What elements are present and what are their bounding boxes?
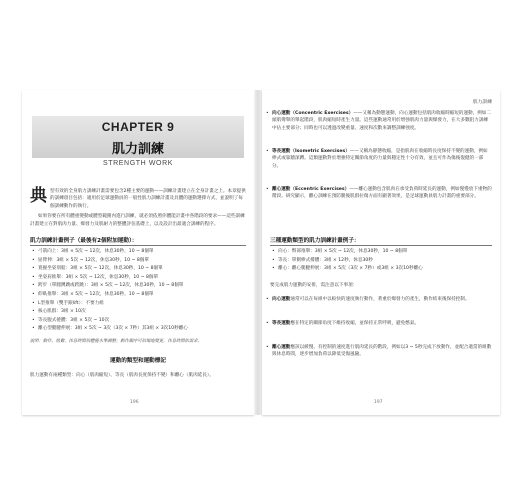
list-item: • 坐姿肩推舉：3組 × 5次 ~ 12次，休息30秒，10 ~ 8個單 xyxy=(32,274,159,280)
types-paragraph: 肌力運動有兩種類型：向心（肌肉縮短）、等長（肌肉長度保持不變）和離心（肌肉延長）。 xyxy=(30,373,214,378)
chapter-label: CHAPTER 9 xyxy=(101,120,175,134)
list-item: • 等長：單側棒式撐體：3組 × 12秒，休息30秒 xyxy=(272,257,373,263)
list-item: • 仰臥推舉：3組 × 5次 ~ 12次，休息30秒，10 ~ 8個單 xyxy=(32,291,154,297)
guideline-isometric: • 等長運動應在特定的關節角度下維持收縮，並保持正常呼吸，避免憋氣。 xyxy=(266,321,420,326)
section-rule xyxy=(270,245,492,246)
book-gutter xyxy=(254,90,262,415)
page-number-right: 197 xyxy=(374,400,383,405)
guidelines-intro: 要完成肌力運動的安排，需注意以下事項： xyxy=(270,283,358,288)
section-heading-example: 三種運動類型的肌力訓練計畫例子： xyxy=(270,238,360,244)
page-number-left: 196 xyxy=(130,400,139,405)
right-page xyxy=(262,90,500,415)
program-list xyxy=(32,248,188,334)
eccentric-paragraph: • 離心運動（Eccentric Exercises）——離心運動包含肌肉在承受負荷時延長的運動，例如慢慢放下重物的階段。研究顯示，離心訓練在預防腿後肌群拉傷方面有顯著效果，是足球運動員肌力計畫的重要部分。 xyxy=(266,187,492,200)
list-item: • 寬握坐姿划船：3組 × 5次 ~ 12次，休息30秒，10 ~ 8個單 xyxy=(32,266,163,272)
running-head: 肌力訓練 xyxy=(472,100,492,105)
example-list xyxy=(272,248,492,274)
dropcap: 典 xyxy=(30,186,47,206)
concentric-paragraph: • 向心運動（Concentric Exercises）——又稱為動態運動，向心運動包括肌肉收縮時縮短的運動，例如二頭肌彎舉的舉起階段，肌肉縮短時產生力量。這些運動通常用於增強肌肉力量與爆發力，在大多數阻力訓練中佔主要部分；同時也可以透過改變重量、速度和次數來調整訓練強度。 xyxy=(266,111,492,131)
section-heading-types: 運動的類型和運動標記 xyxy=(110,358,166,364)
list-item: • L型推舉（雙手跟lift）：不要力組 xyxy=(32,300,104,306)
chapter-title: 肌力訓練 xyxy=(111,142,164,157)
list-item: • 跨步（單腿蹲跳或跨跳）：3組 × 5次 ~ 12次，休息30秒，10 ~ 8個單 xyxy=(32,283,184,289)
list-item: • 核心肌群：3組 × 10次 xyxy=(32,309,86,315)
intro-text: 型有效的全身肌力訓練計畫需要包含2種主要的運動——訓練計畫建立在全身計畫之上。本章提供的訓練項目包括：適用於足球運動員的一般性肌力訓練計畫及具體的運動選擇方式，並說明了每個訓練動作的執行。 xyxy=(50,189,246,209)
section-rule xyxy=(30,245,246,246)
guideline-concentric: • 向心運動通常可以在每組中以較快的速度執行動作，著重於爆發力的產生，動作結束後保持控制。 xyxy=(266,297,470,302)
isometric-paragraph: • 等長運動（Isometric Exercises）——又稱為靜態收縮，是指肌肉在收縮時長度保持不變的運動，例如棒式或靠牆深蹲。這類運動對於增強特定關節角度的力量與穩定性十分有效，並且可作為傷後復健的一部分。 xyxy=(266,149,488,169)
list-item: • 離心：離心腿腱伸展：3組 × 5次（3次 × 7秒）或3組 × 3次10秒離心 xyxy=(272,266,423,272)
program-note: 說明：動作、組數、休息時間依體能水準調整；動作順序可依場地變更，休息時間依需求。 xyxy=(30,339,202,344)
list-item: • 弓箭向上：3組 × 5次 ~ 12次，休息30秒，10 ~ 8個單 xyxy=(32,249,154,254)
left-page xyxy=(22,90,254,415)
list-item: • 等長腹式捲體：3組 × 5次 ~ 10次 xyxy=(32,317,110,323)
intro-paragraph xyxy=(30,188,246,228)
guideline-eccentric: • 離心運動應該以緩慢、有控制的速度進行肌肉延長的階段，例如以3 ~ 5秒完成下放動作，並配合適當的組數與休息時間，逐步增加負荷以降低受傷風險。 xyxy=(266,345,492,358)
intro-text-2: 如果你要在所有體重變動或體型範圍內進行訓練，就必須依照你體能計畫中各階段的要求——這些訓練計畫建立在對肌肉力量、爆發力及肌耐力的整體評估基礎上，以及設計出最適合訓練的程序。 xyxy=(30,214,245,227)
list-item: • 屈臂伸：3組 × 5次 ~ 12次，休息30秒，10 ~ 8個單 xyxy=(32,257,149,263)
list-item: • 離心型腿腱伸展：3組 × 5次 ~ 3次（3次 × 7秒）其3組 × 3次10秒離心 xyxy=(32,326,188,332)
chapter-subtitle: STRENGTH WORK xyxy=(102,160,174,167)
section-heading-program: 肌力訓練計畫例子（最後有2個附加運動）： xyxy=(30,238,138,244)
list-item: • 向心：臀部推舉：3組 × 5次 ~ 12次，休息30秒，10 ~ 8個單 xyxy=(272,249,408,254)
